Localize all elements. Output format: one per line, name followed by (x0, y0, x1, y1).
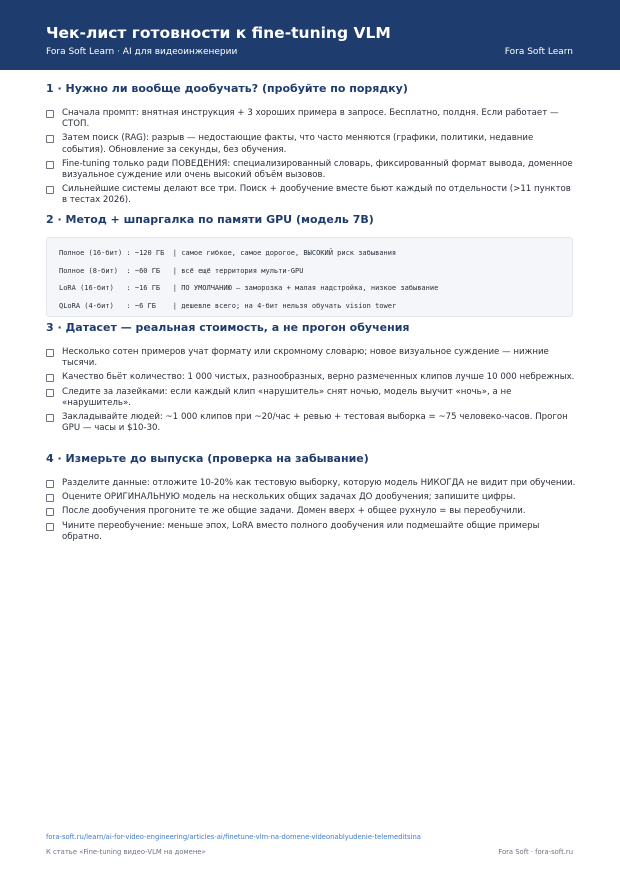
section-3-title: 3 · Датасет — реальная стоимость, а не прогон обучения (46, 321, 410, 334)
checkbox[interactable] (46, 186, 54, 194)
checklist-item-text: Затем поиск (RAG): разрыв — недостающие факты, что часто меняются (графики, политики, недавние события). Обновление за секунды, без обучения. (62, 133, 534, 155)
checkbox[interactable] (46, 523, 54, 531)
section-2-title: 2 · Метод + шпаргалка по памяти GPU (модель 7B) (46, 213, 374, 226)
checklist-item (46, 387, 576, 409)
checkbox[interactable] (46, 389, 54, 397)
checkbox[interactable] (46, 135, 54, 143)
code-line: Полное (16-бит) : ~120 ГБ | самое гибкое, самое дорогое, ВЫСОКИЙ риск забывания (59, 249, 397, 257)
code-line: LoRA (16-бит) : ~16 ГБ | ПО УМОЛЧАНИЮ — заморозка + малая надстройка, низкое забывание (59, 284, 439, 292)
checklist-item-text: После дообучения прогоните те же общие задачи. Домен вверх + общее рухнуло = вы переобучили. (62, 506, 526, 517)
checklist-item (46, 412, 576, 434)
checklist-item (46, 506, 576, 517)
page-title: Чек-лист готовности к fine-tuning VLM (46, 24, 391, 42)
checkbox[interactable] (46, 374, 54, 382)
page-header (0, 0, 620, 70)
checkbox[interactable] (46, 349, 54, 357)
checkbox[interactable] (46, 110, 54, 118)
checklist-item-text: Оцените ОРИГИНАЛЬНУЮ модель на нескольких общих задачах ДО дообучения; запишите цифры. (62, 492, 516, 503)
gpu-memory-cheatsheet (46, 237, 573, 317)
code-line: Полное (8-бит) : ~60 ГБ | всё ещё территория мульти-GPU (59, 267, 304, 275)
section-1-checklist (46, 108, 576, 210)
checklist-item-text: Сильнейшие системы делают все три. Поиск + дообучение вместе бьют каждый по отдельности (>11 пунктов в тестах 2026). (62, 184, 571, 206)
section-4-title: 4 · Измерьте до выпуска (проверка на забывание) (46, 452, 369, 465)
section-1-title: 1 · Нужно ли вообще дообучать? (пробуйте по порядку) (46, 82, 408, 95)
checklist-item (46, 108, 576, 130)
code-line: QLoRA (4-бит) : ~6 ГБ | дешевле всего; на 4-бит нельзя обучать vision tower (59, 302, 397, 310)
footer-article-ref: К статье «Fine-tuning видео-VLM на домене» (46, 848, 206, 856)
checkbox[interactable] (46, 161, 54, 169)
checklist-item-text: Чините переобучение: меньше эпох, LoRA вместо полного дообучения или подмешайте общие примеры обратно. (62, 520, 540, 542)
checklist-item-text: Качество бьёт количество: 1 000 чистых, разнообразных, верно размеченных клипов лучше 10 000 небрежных. (62, 372, 575, 383)
checkbox[interactable] (46, 414, 54, 422)
checklist-item-text: Следите за лазейками: если каждый клип «нарушитель» снят ночью, модель выучит «ночь», а не «нарушитель». (62, 386, 512, 408)
checklist-item-text: Несколько сотен примеров учат формату или скромному словарю; новое визуальное суждение — нижние тысячи. (62, 347, 549, 369)
checkbox[interactable] (46, 494, 54, 502)
checklist-item (46, 372, 576, 383)
checklist-item-text: Разделите данные: отложите 10-20% как тестовую выборку, которую модель НИКОГДА не видит при обучении. (62, 478, 576, 488)
checklist-item (46, 478, 576, 489)
checklist-item (46, 347, 576, 369)
checklist-item-text: Закладывайте людей: ~1 000 клипов при ~20/час + ревью + тестовая выборка = ~75 человеко-часов. Прогон GPU — часы и $10-30. (62, 412, 568, 434)
header-brand: Fora Soft Learn (504, 47, 573, 57)
checklist-item (46, 184, 576, 206)
checkbox[interactable] (46, 480, 54, 488)
checklist-item-text: Сначала промпт: внятная инструкция + 3 хороших примера в запросе. Бесплатно, полдня. Если работает — СТОП. (62, 108, 559, 130)
checklist-item (46, 133, 576, 155)
checklist-item (46, 492, 576, 503)
article-link[interactable]: fora-soft.ru/learn/ai-for-video-engineering/articles-ai/finetune-vlm-na-domene-videonablyudenie-telemeditsina (46, 833, 421, 841)
checklist-item (46, 521, 576, 543)
checklist-item-text: Fine-tuning только ради ПОВЕДЕНИЯ: специализированный словарь, фиксированный формат вывода, доменное визуальное суждение или очень высокий объём вызовов. (62, 158, 573, 181)
page-subtitle: Fora Soft Learn · AI для видеоинженерии (46, 47, 238, 57)
checkbox[interactable] (46, 508, 54, 516)
section-4-checklist (46, 478, 576, 546)
section-3-checklist (46, 347, 576, 437)
checklist-item (46, 159, 576, 181)
footer-brand: Fora Soft · fora-soft.ru (498, 848, 573, 856)
